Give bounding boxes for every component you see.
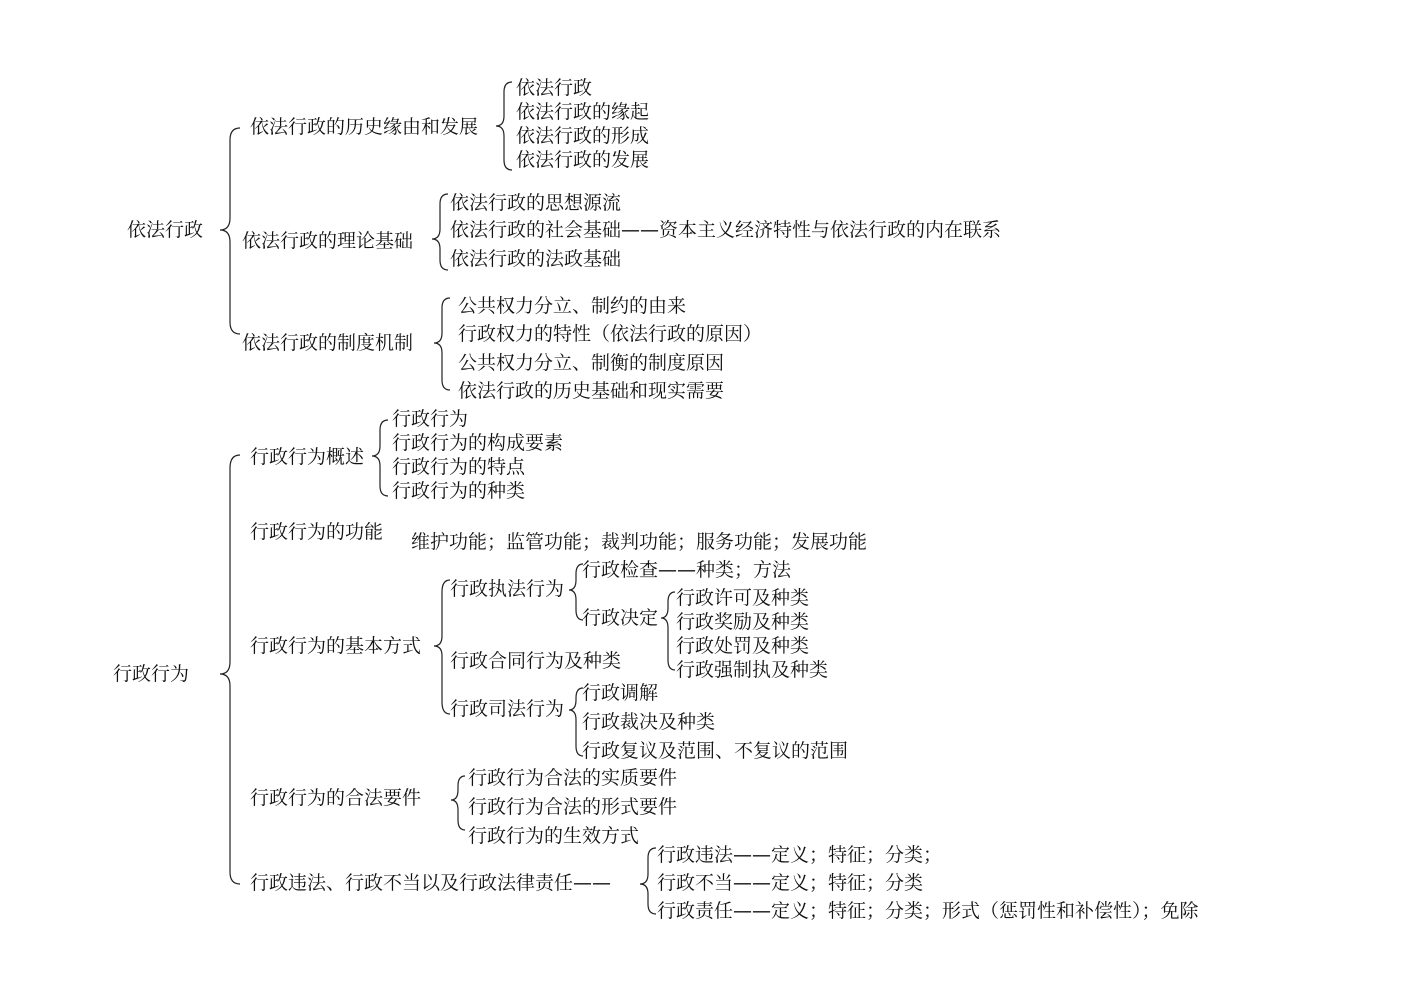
illegal-item: 行政责任——定义；特征；分类；形式（惩罚性和补偿性）；免除	[657, 900, 1199, 922]
judicial-label: 行政司法行为	[450, 698, 565, 720]
theory-item: 依法行政的思想源流	[450, 192, 622, 214]
legal-item: 行政行为合法的形式要件	[468, 796, 678, 818]
brace-history	[496, 82, 512, 170]
theory-item: 依法行政的社会基础——资本主义经济特性与依法行政的内在联系	[450, 219, 1002, 241]
branch-history-label: 依法行政的历史缘由和发展	[250, 116, 479, 138]
root-label-xingzhengxingwei: 行政行为	[113, 663, 190, 685]
theory-item: 依法行政的法政基础	[450, 248, 622, 270]
legal-item: 行政行为的生效方式	[468, 825, 640, 847]
brace-mechanism	[434, 298, 450, 390]
enforcement-label: 行政执法行为	[450, 578, 565, 600]
brace-illegal	[640, 848, 656, 914]
mechanism-item: 公共权力分立、制约的由来	[458, 295, 687, 317]
brace-overview	[372, 420, 388, 496]
brace-judicial	[569, 688, 583, 756]
brace-enforcement	[569, 564, 583, 620]
overview-item: 行政行为的构成要素	[392, 432, 564, 454]
brace-decision	[661, 592, 675, 670]
overview-item: 行政行为的特点	[392, 456, 526, 478]
brace-theory	[432, 194, 448, 270]
mechanism-item: 行政权力的特性（依法行政的原因）	[458, 323, 763, 345]
decision-item: 行政处罚及种类	[676, 635, 810, 657]
branch-theory-label: 依法行政的理论基础	[242, 230, 414, 252]
judicial-item: 行政调解	[582, 682, 659, 704]
judicial-item: 行政复议及范围、不复议的范围	[582, 740, 849, 762]
branch-basic-label: 行政行为的基本方式	[250, 635, 422, 657]
decision-label: 行政决定	[582, 607, 659, 629]
history-item: 依法行政的形成	[516, 125, 650, 147]
branch-legal-label: 行政行为的合法要件	[250, 787, 422, 809]
history-item: 依法行政	[516, 77, 593, 99]
history-item: 依法行政的缘起	[516, 101, 650, 123]
brace-legal	[451, 776, 465, 830]
overview-item: 行政行为	[392, 408, 469, 430]
function-detail: 维护功能；监管功能；裁判功能；服务功能；发展功能	[411, 531, 868, 553]
decision-item: 行政许可及种类	[676, 587, 810, 609]
branch-function-label: 行政行为的功能	[250, 521, 384, 543]
brace-root-2	[220, 455, 240, 884]
root-label-yifaxingzheng: 依法行政	[127, 219, 204, 241]
decision-item: 行政奖励及种类	[676, 611, 810, 633]
brace-basic	[434, 580, 450, 714]
judicial-item: 行政裁决及种类	[582, 711, 716, 733]
overview-item: 行政行为的种类	[392, 480, 526, 502]
branch-illegal-label: 行政违法、行政不当以及行政法律责任——	[250, 872, 612, 894]
brace-root-1	[220, 128, 240, 334]
illegal-item: 行政违法——定义；特征；分类；	[657, 844, 943, 866]
illegal-item: 行政不当——定义；特征；分类	[657, 872, 924, 894]
branch-mechanism-label: 依法行政的制度机制	[242, 332, 414, 354]
inspection-label: 行政检查——种类；方法	[582, 559, 792, 581]
legal-item: 行政行为合法的实质要件	[468, 767, 678, 789]
mechanism-item: 依法行政的历史基础和现实需要	[458, 380, 725, 402]
contract-label: 行政合同行为及种类	[450, 650, 622, 672]
mechanism-item: 公共权力分立、制衡的制度原因	[458, 352, 725, 374]
decision-item: 行政强制执及种类	[676, 659, 829, 681]
history-item: 依法行政的发展	[516, 149, 650, 171]
branch-overview-label: 行政行为概述	[250, 446, 365, 468]
